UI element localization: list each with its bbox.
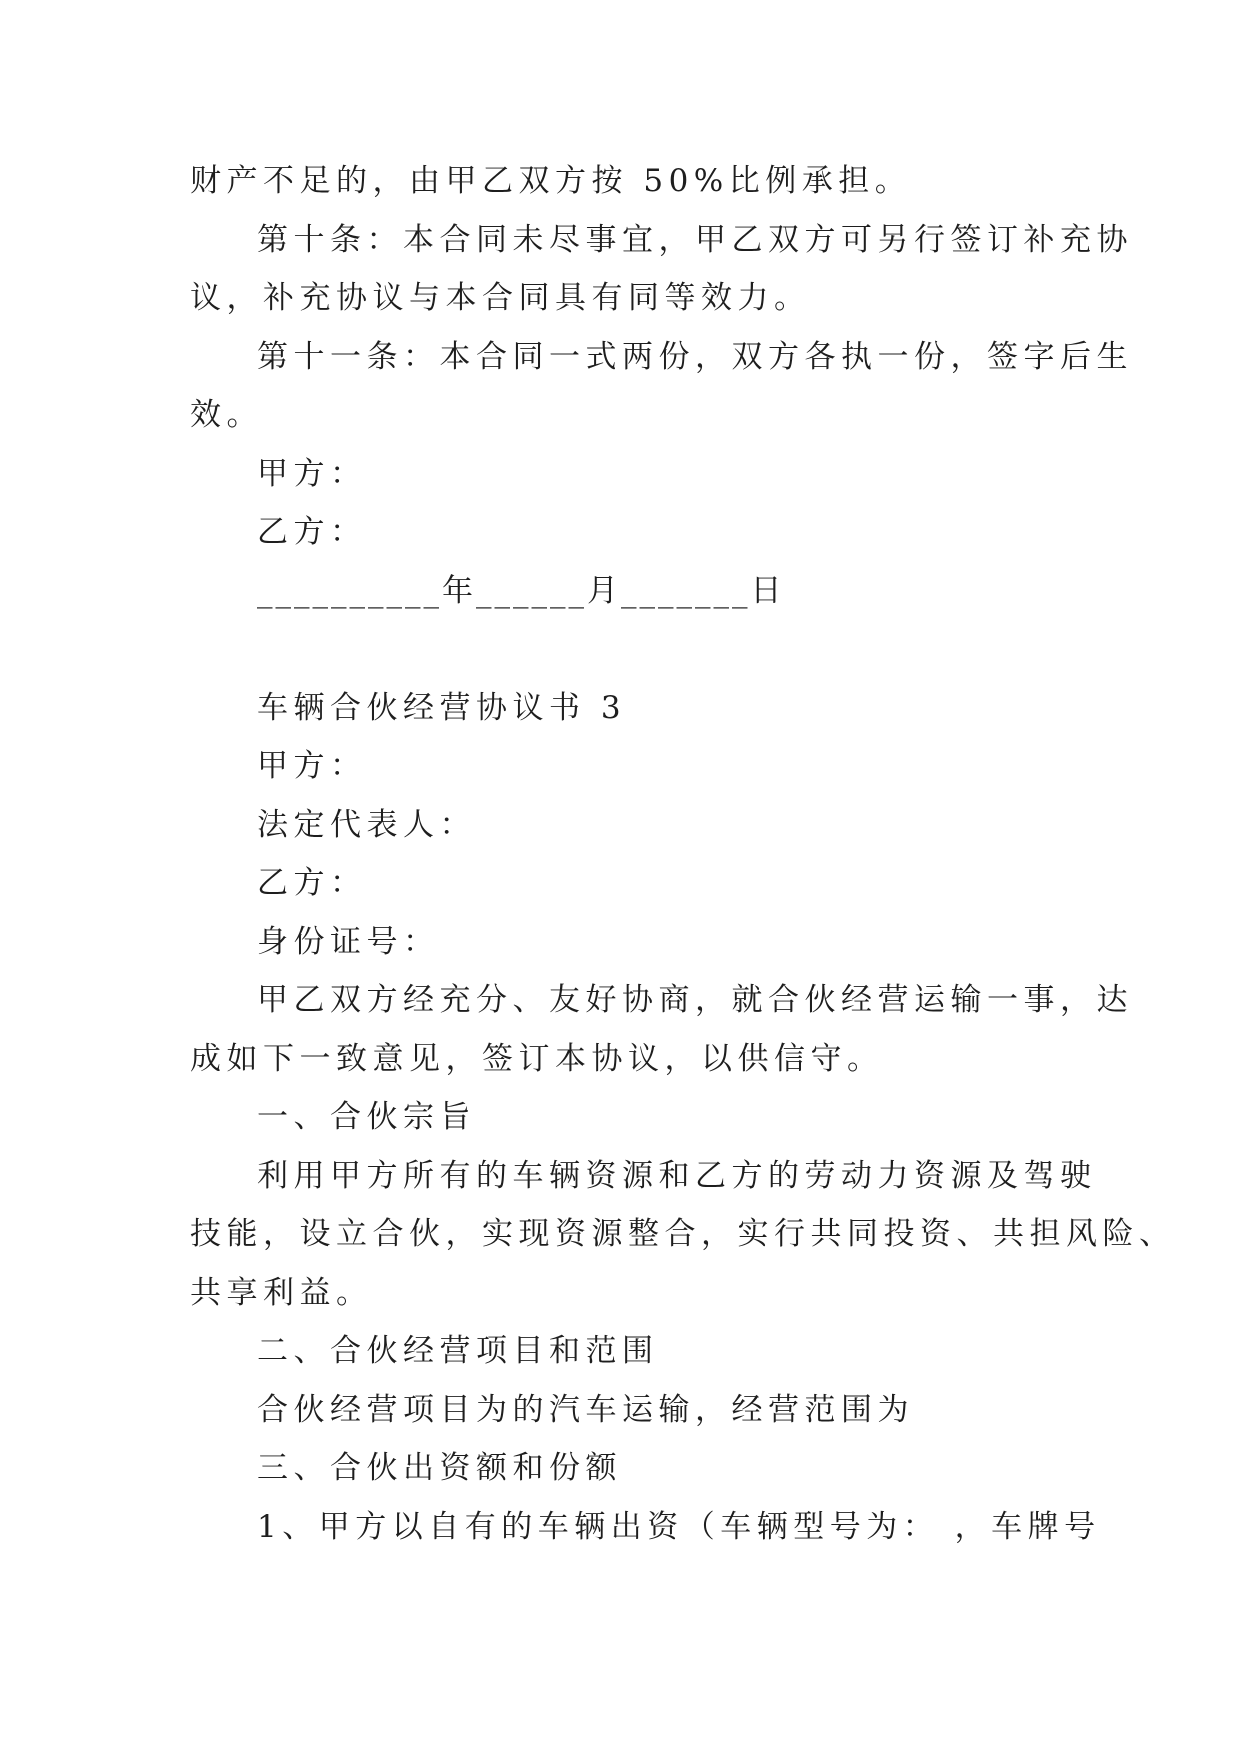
signature-date-line: __________年______月_______日 xyxy=(257,572,785,609)
party-b-label: 乙方： xyxy=(257,865,367,901)
party-b-signature-label: 乙方： xyxy=(257,514,367,550)
purpose-line-1: 利用甲方所有的车辆资源和乙方的劳动力资源及驾驶 xyxy=(257,1157,1097,1194)
legal-representative-label: 法定代表人： xyxy=(257,806,476,843)
clause-10-line-1: 第十条：本合同未尽事宜，甲乙双方可另行签订补充协 xyxy=(257,221,1133,258)
capital-contribution-line-1: 1、甲方以自有的车辆出资（车辆型号为： ，车牌号 xyxy=(257,1508,1101,1545)
section-gap xyxy=(190,620,1056,679)
document-body xyxy=(190,152,1176,1556)
party-a-signature-label: 甲方： xyxy=(257,455,367,492)
clause-10-line-2: 议，补充协议与本合同具有同等效力。 xyxy=(190,280,811,316)
business-scope-text: 合伙经营项目为的汽车运输，经营范围为 xyxy=(257,1391,914,1428)
heading-business-scope: 二、合伙经营项目和范围 xyxy=(257,1333,659,1369)
party-a-label: 甲方： xyxy=(257,748,367,784)
heading-partnership-purpose: 一、合伙宗旨 xyxy=(257,1099,476,1135)
preamble-line-1: 甲乙双方经充分、友好协商，就合伙经营运输一事，达 xyxy=(257,982,1133,1018)
purpose-line-3: 共享利益。 xyxy=(190,1274,373,1311)
preamble-line-2: 成如下一致意见，签订本协议，以供信守。 xyxy=(190,1040,884,1077)
id-number-label: 身份证号： xyxy=(257,923,440,960)
section-title: 车辆合伙经营协议书 3 xyxy=(257,689,627,726)
text-line: 财产不足的，由甲乙双方按 50%比例承担。 xyxy=(190,163,912,199)
heading-capital-contribution: 三、合伙出资额和份额 xyxy=(257,1450,622,1486)
purpose-line-2: 技能，设立合伙，实现资源整合，实行共同投资、共担风险、 xyxy=(190,1216,1176,1252)
clause-11-line-1: 第十一条：本合同一式两份，双方各执一份，签字后生 xyxy=(257,338,1133,375)
clause-11-line-2: 效。 xyxy=(190,397,263,433)
